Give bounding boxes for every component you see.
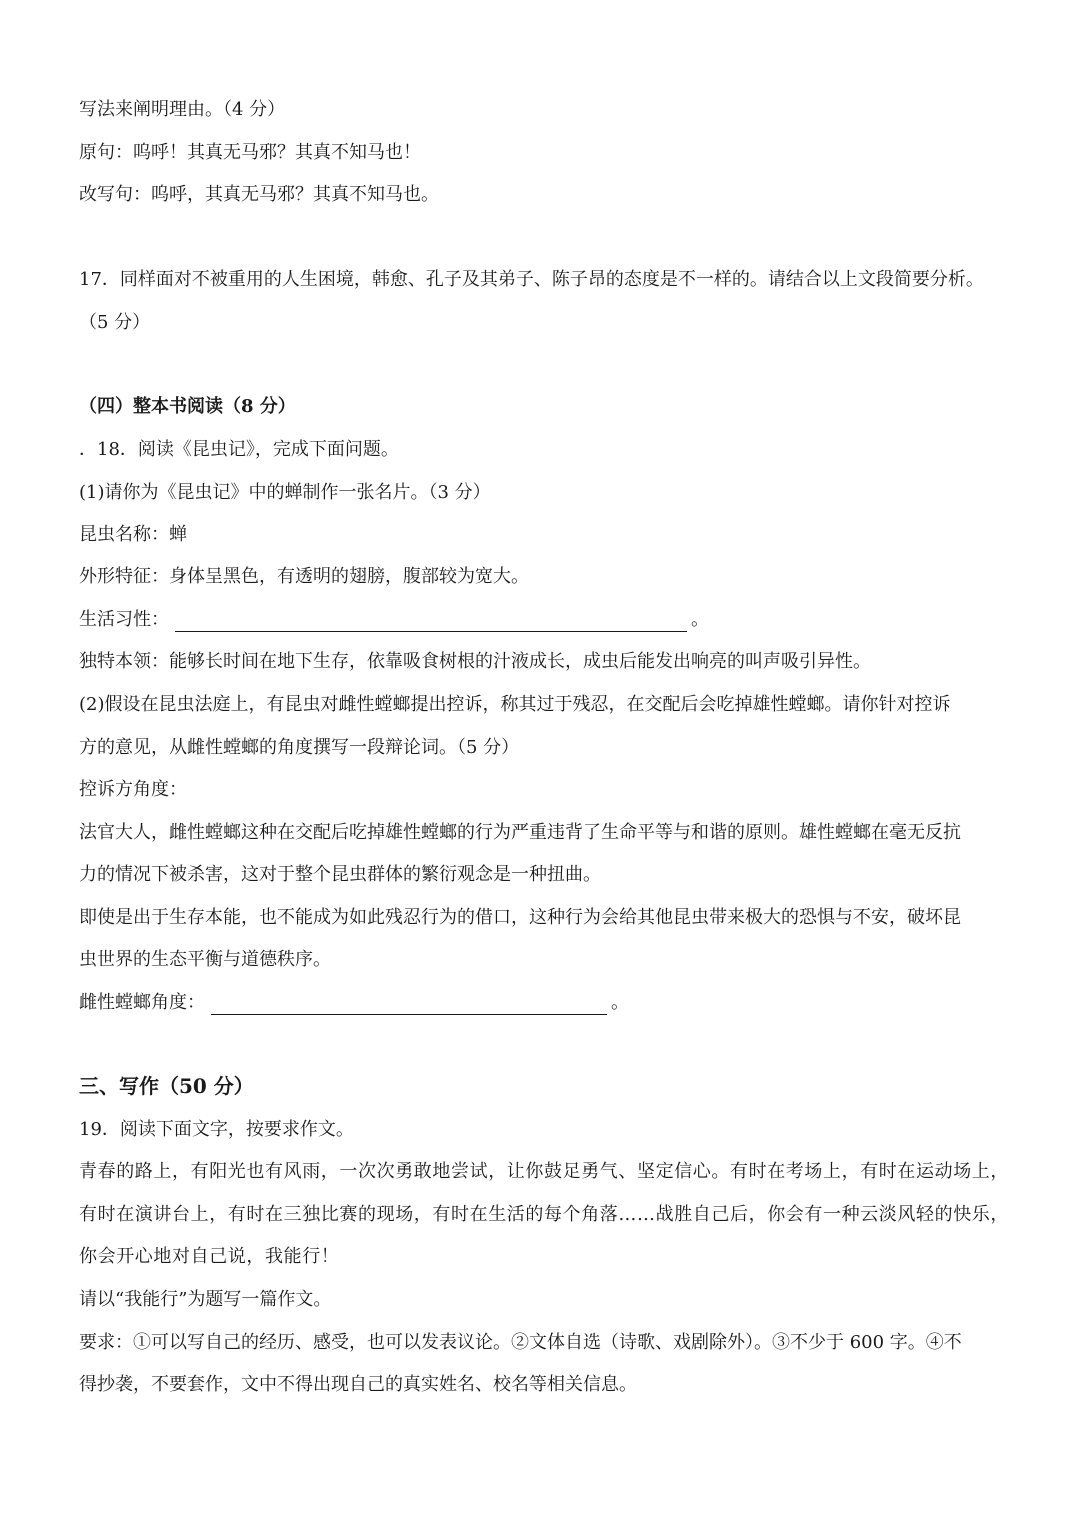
q16-rewritten-sentence: 改写句：呜呼，其真无马邪？其真不知马也。 (79, 184, 439, 205)
habit-label: 生活习性： (79, 609, 169, 630)
defendant-answer-blank[interactable] (211, 994, 607, 1015)
q19-intro: 19．阅读下面文字，按要求作文。 (79, 1119, 354, 1140)
insect-skill: 独特本领：能够长时间在地下生存，依靠吸食树根的汁液成长，成虫后能发出响亮的叫声吸引异性。 (79, 651, 871, 672)
plaintiff-p2-line-1: 即使是出于生存本能，也不能成为如此残忍行为的借口，这种行为会给其他昆虫带来极大的恐惧与不安，破坏昆 (79, 907, 961, 928)
passage-line-3: 你会开心地对自己说，我能行！ (79, 1246, 340, 1267)
plaintiff-label: 控诉方角度： (79, 779, 187, 800)
q16-line-1: 写法来阐明理由。（4 分） (79, 99, 286, 120)
defendant-end-mark: 。 (611, 992, 629, 1013)
q17-line-1: 17．同样面对不被重用的人生困境，韩愈、孔子及其弟子、陈子昂的态度是不一样的。请结合以上文段简要分析。 (79, 269, 984, 290)
requirements-line-2: 得抄袭，不要套作，文中不得出现自己的真实姓名、校名等相关信息。 (79, 1374, 637, 1395)
title-instruction: 请以“我能行”为题写一篇作文。 (79, 1289, 332, 1310)
defendant-label: 雌性螳螂角度： (79, 992, 205, 1013)
requirements-line-1: 要求：①可以写自己的经历、感受，也可以发表议论。②文体自选（诗歌、戏剧除外）。③不少于 600 字。④不 (79, 1332, 962, 1353)
defendant-row (79, 991, 629, 1015)
writing-section-heading: 三、写作（50 分） (79, 1074, 254, 1098)
habit-end-mark: 。 (691, 609, 709, 630)
habit-answer-blank[interactable] (175, 611, 687, 632)
plaintiff-p1-line-2: 力的情况下被杀害，这对于整个昆虫群体的繁衍观念是一种扭曲。 (79, 864, 601, 885)
insect-habit-row (79, 608, 709, 632)
q16-original-sentence: 原句：呜呼！其真无马邪？其真不知马也！ (79, 142, 421, 163)
plaintiff-p1-line-1: 法官大人，雌性螳螂这种在交配后吃掉雄性螳螂的行为严重违背了生命平等与和谐的原则。雄性螳螂在毫无反抗 (79, 822, 961, 843)
passage-line-2: 有时在演讲台上，有时在三独比赛的现场，有时在生活的每个角落……战胜自己后，你会有一种云淡风轻的快乐， (79, 1204, 1009, 1225)
q18-part2-prompt-line-2: 方的意见，从雌性螳螂的角度撰写一段辩论词。（5 分） (79, 737, 520, 758)
q18-part1-prompt: (1)请你为《昆虫记》中的蝉制作一张名片。（3 分） (79, 482, 491, 503)
section-4-heading: （四）整本书阅读（8 分） (79, 396, 296, 417)
insect-appearance: 外形特征：身体呈黑色，有透明的翅膀，腹部较为宽大。 (79, 566, 529, 587)
q18-intro: ．18．阅读《昆虫记》，完成下面问题。 (79, 439, 399, 460)
q18-part2-prompt-line-1: (2)假设在昆虫法庭上，有昆虫对雌性螳螂提出控诉，称其过于残忍，在交配后会吃掉雄性螳螂。请你针对控诉 (79, 694, 951, 715)
insect-name: 昆虫名称：蝉 (79, 524, 187, 545)
q17-line-2: （5 分） (79, 312, 151, 333)
passage-line-1: 青春的路上，有阳光也有风雨，一次次勇敢地尝试，让你鼓足勇气、坚定信心。有时在考场上，有时在运动场上， (79, 1161, 1009, 1182)
plaintiff-p2-line-2: 虫世界的生态平衡与道德秩序。 (79, 949, 331, 970)
